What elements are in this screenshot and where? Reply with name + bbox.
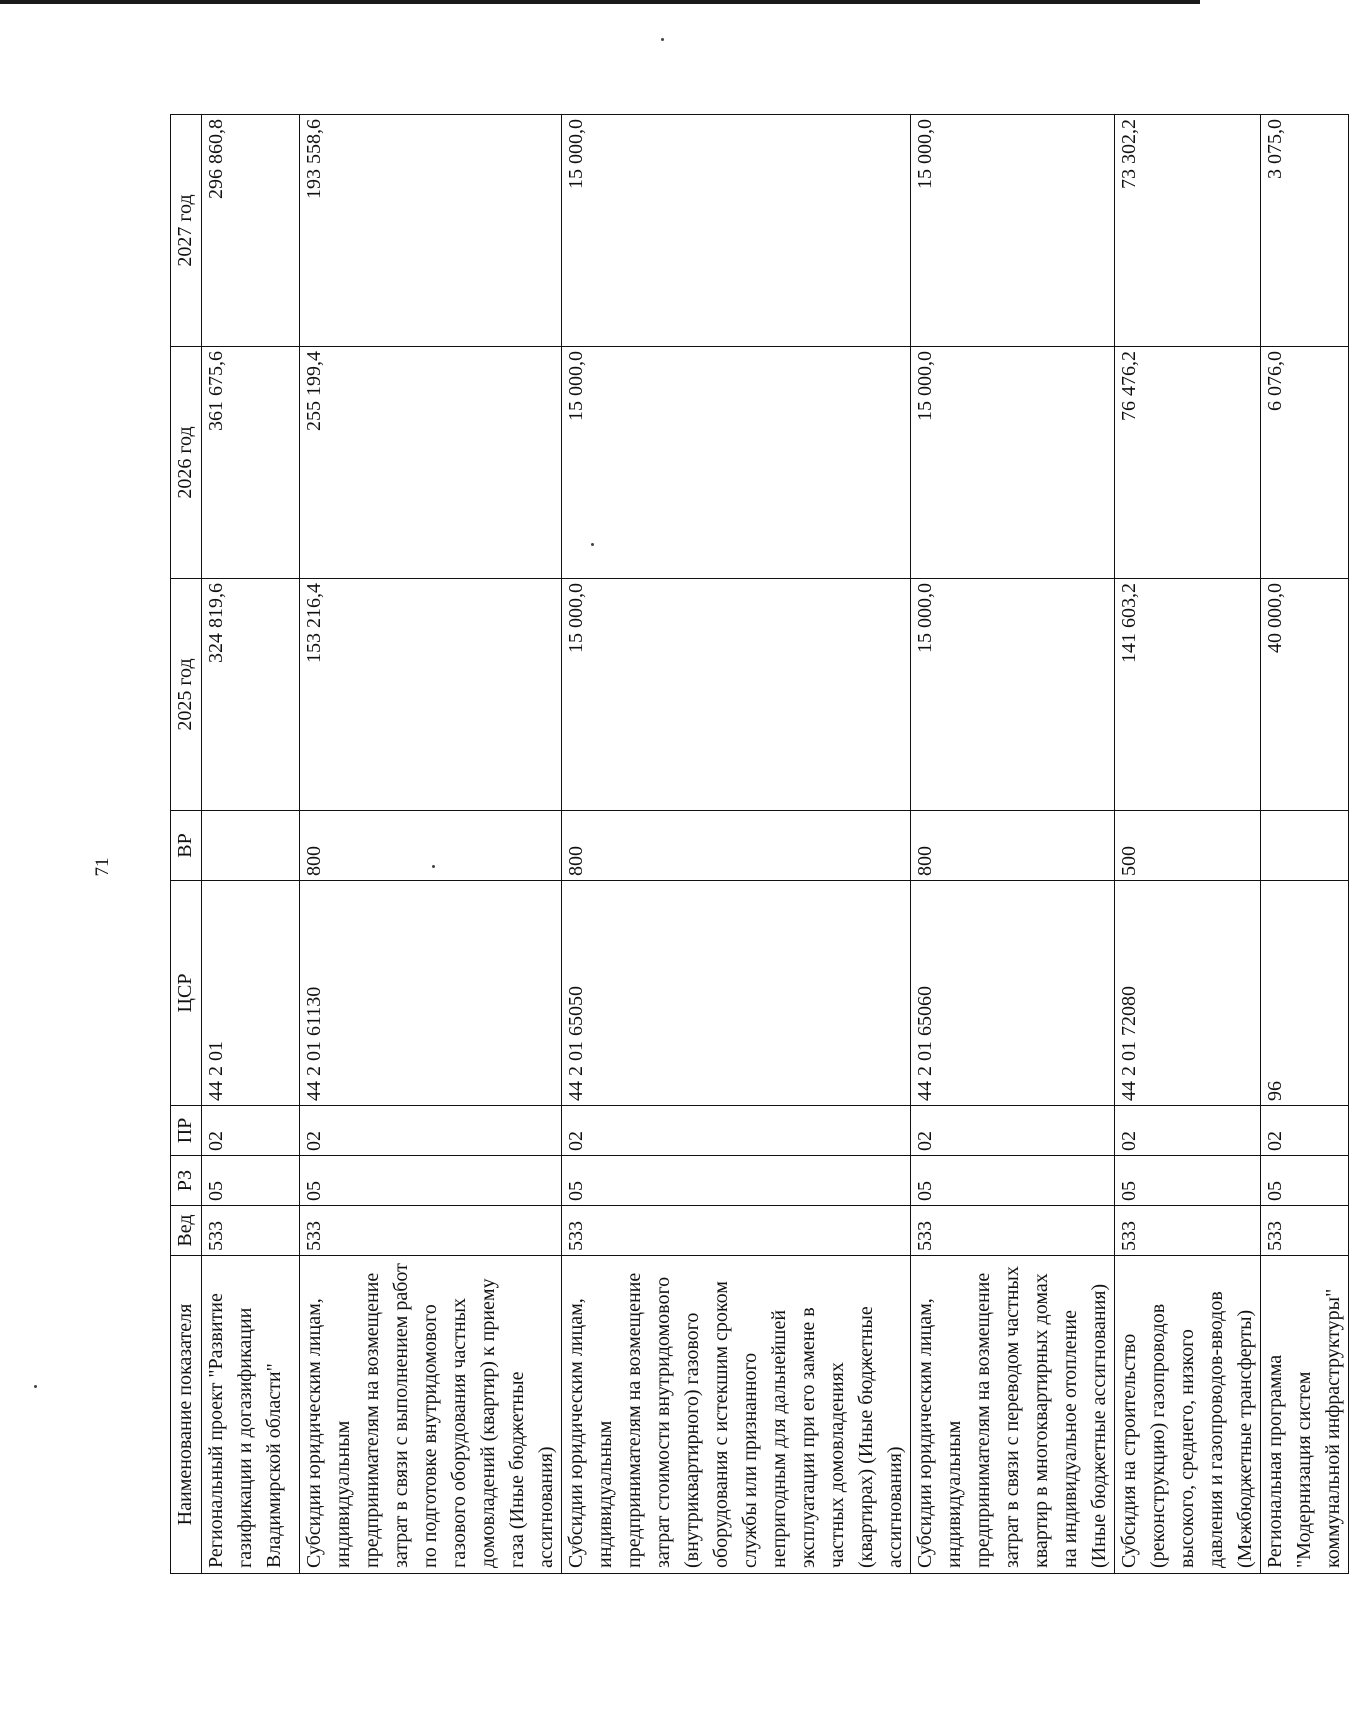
- cell-2027: 15 000,0: [911, 115, 1115, 347]
- cell-2025: 15 000,0: [911, 579, 1115, 811]
- header-2025: 2025 год: [171, 579, 202, 811]
- cell-2027: 15 000,0: [562, 115, 911, 347]
- cell-rz: 05: [562, 1156, 911, 1206]
- cell-name: Субсидии юридическим лицам, индивидуальным предпринимателям на возмещение затрат стоимости внутридомового (внутриквартирного) газового оборудования с истекшим сроком службы или признанного непригодным для дальнейшей эксплуатации при его замене в частных домовладениях (квартирах) (Иные бюджетные ассигнования): [562, 1256, 911, 1574]
- cell-csr: 44 2 01 65060: [911, 881, 1115, 1106]
- scan-edge-line: [0, 0, 1200, 4]
- rotated-table-wrapper: [170, 114, 1344, 1574]
- cell-2027: 73 302,2: [1115, 115, 1261, 347]
- cell-pr: 02: [202, 1106, 300, 1156]
- cell-csr: 96: [1261, 881, 1349, 1106]
- table-row: [911, 115, 1115, 1574]
- cell-vr: 800: [300, 811, 562, 881]
- cell-2026: 361 675,6: [202, 347, 300, 579]
- cell-rz: 05: [202, 1156, 300, 1206]
- cell-ved: 533: [202, 1206, 300, 1256]
- cell-vr: [1261, 811, 1349, 881]
- cell-ved: 533: [562, 1206, 911, 1256]
- cell-name: Субсидии юридическим лицам, индивидуальным предпринимателям на возмещение затрат в связи с выполнением работ по подготовке внутридомового газового оборудования частных домовладений (квартир) к приему газа (Иные бюджетные ассигнования): [300, 1256, 562, 1574]
- cell-csr: 44 2 01: [202, 881, 300, 1106]
- header-vr: ВР: [171, 811, 202, 881]
- cell-rz: 05: [911, 1156, 1115, 1206]
- cell-name: Региональный проект "Развитие газификации и догазификации Владимирской области": [202, 1256, 300, 1574]
- header-pr: ПР: [171, 1106, 202, 1156]
- cell-2026: 15 000,0: [911, 347, 1115, 579]
- cell-2027: 296 860,8: [202, 115, 300, 347]
- cell-2025: 141 603,2: [1115, 579, 1261, 811]
- cell-pr: 02: [911, 1106, 1115, 1156]
- cell-2025: 153 216,4: [300, 579, 562, 811]
- cell-name: Региональная программа "Модернизация систем коммунальной инфраструктуры": [1261, 1256, 1349, 1574]
- cell-2027: 193 558,6: [300, 115, 562, 347]
- cell-2026: 6 076,0: [1261, 347, 1349, 579]
- cell-2026: 255 199,4: [300, 347, 562, 579]
- cell-name: Субсидии юридическим лицам, индивидуальным предпринимателям на возмещение затрат в связи с переводом частных квартир в многоквартирных домах на индивидуальное отопление (Иные бюджетные ассигнования): [911, 1256, 1115, 1574]
- table-row: [562, 115, 911, 1574]
- cell-pr: 02: [562, 1106, 911, 1156]
- table-row: [202, 115, 300, 1574]
- cell-vr: [202, 811, 300, 881]
- cell-pr: 02: [300, 1106, 562, 1156]
- scan-speck: [34, 1385, 37, 1388]
- cell-vr: 800: [562, 811, 911, 881]
- cell-csr: 44 2 01 61130: [300, 881, 562, 1106]
- cell-ved: 533: [1115, 1206, 1261, 1256]
- cell-2026: 15 000,0: [562, 347, 911, 579]
- cell-vr: 500: [1115, 811, 1261, 881]
- cell-2026: 76 476,2: [1115, 347, 1261, 579]
- header-csr: ЦСР: [171, 881, 202, 1106]
- cell-pr: 02: [1261, 1106, 1349, 1156]
- cell-csr: 44 2 01 72080: [1115, 881, 1261, 1106]
- page-number: 71: [92, 857, 113, 877]
- header-rz: РЗ: [171, 1156, 202, 1206]
- cell-2025: 324 819,6: [202, 579, 300, 811]
- cell-name: Субсидия на строительство (реконструкцию) газопроводов высокого, среднего, низкого давления и газопроводов-вводов (Межбюджетные трансферты): [1115, 1256, 1261, 1574]
- table-row: [1115, 115, 1261, 1574]
- scan-speck: [661, 38, 664, 41]
- table-row: [1261, 115, 1349, 1574]
- cell-pr: 02: [1115, 1106, 1261, 1156]
- cell-2027: 3 075,0: [1261, 115, 1349, 347]
- cell-2025: 15 000,0: [562, 579, 911, 811]
- cell-ved: 533: [911, 1206, 1115, 1256]
- table-row: [300, 115, 562, 1574]
- cell-vr: 800: [911, 811, 1115, 881]
- header-2027: 2027 год: [171, 115, 202, 347]
- table-header-row: [171, 115, 202, 1574]
- cell-ved: 533: [1261, 1206, 1349, 1256]
- header-name: Наименование показателя: [171, 1256, 202, 1574]
- budget-table: [170, 114, 1349, 1574]
- header-2026: 2026 год: [171, 347, 202, 579]
- cell-rz: 05: [1261, 1156, 1349, 1206]
- cell-rz: 05: [300, 1156, 562, 1206]
- cell-rz: 05: [1115, 1156, 1261, 1206]
- header-ved: Вед: [171, 1206, 202, 1256]
- cell-ved: 533: [300, 1206, 562, 1256]
- cell-2025: 40 000,0: [1261, 579, 1349, 811]
- cell-csr: 44 2 01 65050: [562, 881, 911, 1106]
